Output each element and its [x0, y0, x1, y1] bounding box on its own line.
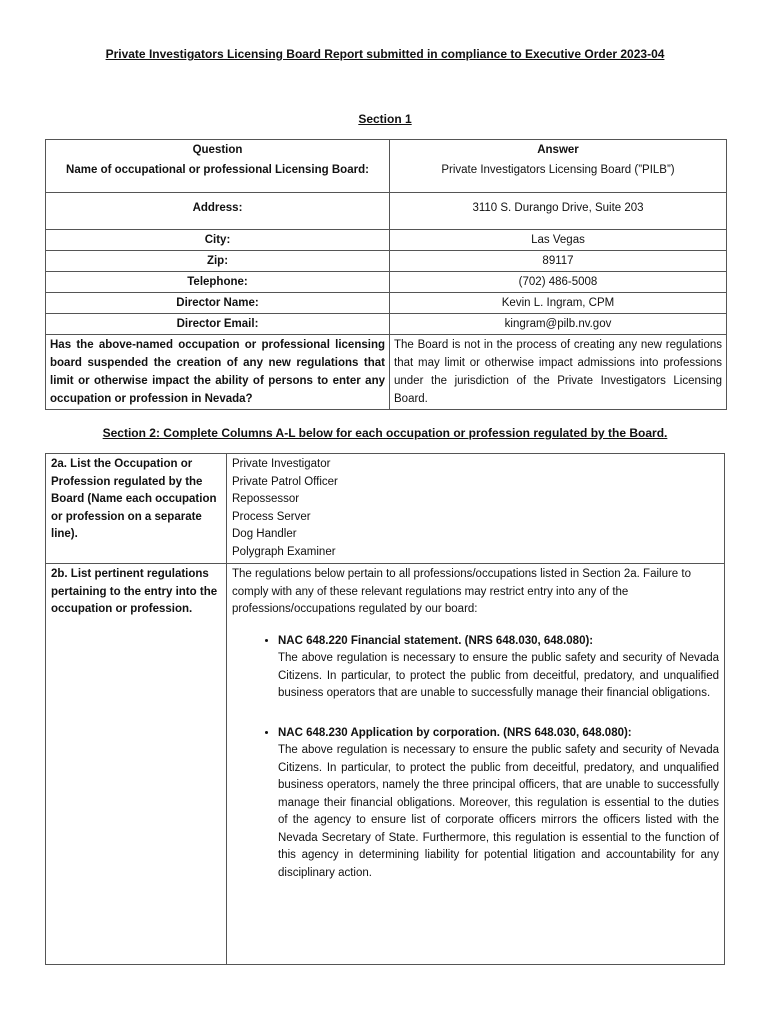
regulation-suspension-answer: The Board is not in the process of creating any new regulations that may limit or otherwise impact admissions into professions under the jurisdiction of the Private Investigators Licensing Board.: [390, 335, 727, 410]
list-item: Private Patrol Officer: [232, 475, 338, 488]
table-row: [46, 454, 725, 564]
list-item: [278, 725, 719, 883]
list-item: Polygraph Examiner: [232, 545, 336, 558]
list-item: [278, 633, 719, 703]
regulation-suspension-question: Has the above-named occupation or professional licensing board suspended the creation of any new regulations that limit or otherwise impact the ability of persons to enter any occupation or profession in Nevada?: [46, 335, 390, 410]
table-row: [46, 160, 727, 193]
regulation-body: The above regulation is necessary to ensure the public safety and security of Nevada Citizens. In particular, to protect the public from deceitful, predatory, and unqualified business operators, namely the three principal officers, that are unable to successfully manage their financial obligations. Moreover, this regulation is essential to the duties of the agency to ensure list of corporate officers mirrors the officers listed with the Nevada Secretary of State. Furthermore, this regulation is essential to the function of this agency in determining liability for potential litigation and accountability for any disciplinary action.: [278, 744, 719, 879]
section2-heading: Section 2: Complete Columns A-L below for each occupation or profession regulated by the Board.: [102, 426, 668, 440]
list-item: Process Server: [232, 510, 311, 523]
city-answer: Las Vegas: [390, 230, 727, 251]
telephone-answer: (702) 486-5008: [390, 272, 727, 293]
question-column-header: Question: [46, 140, 390, 161]
city-question: City:: [46, 230, 390, 251]
occupation-list-label: 2a. List the Occupation or Profession regulated by the Board (Name each occupation or profession on a separate line).: [46, 454, 227, 564]
section1-table: [45, 139, 727, 410]
table-row: [46, 293, 727, 314]
regulations-cell: [227, 564, 725, 965]
table-row: [46, 314, 727, 335]
list-item: Private Investigator: [232, 458, 331, 470]
zip-question: Zip:: [46, 251, 390, 272]
regulation-heading: • NAC 648.220 Financial statement. (NRS 648.030, 648.080):: [278, 634, 594, 647]
regulations-label: 2b. List pertinent regulations pertaining to the entry into the occupation or profession.: [46, 564, 227, 965]
table-row: [46, 335, 727, 410]
address-answer: 3110 S. Durango Drive, Suite 203: [390, 193, 727, 230]
table-row: [46, 272, 727, 293]
section1-heading: Section 1: [358, 112, 412, 126]
table-row: [46, 564, 725, 965]
regulation-heading: • NAC 648.230 Application by corporation. (NRS 648.030, 648.080):: [278, 726, 632, 739]
director-name-answer: Kevin L. Ingram, CPM: [390, 293, 727, 314]
document-title: Private Investigators Licensing Board Report submitted in compliance to Executive Order 2023-04: [105, 47, 665, 61]
board-name-answer: Private Investigators Licensing Board (”PILB”): [390, 160, 727, 193]
section2-table: [45, 453, 725, 965]
director-email-answer: kingram@pilb.nv.gov: [390, 314, 727, 335]
board-name-question: Name of occupational or professional Licensing Board:: [46, 160, 390, 193]
director-email-question: Director Email:: [46, 314, 390, 335]
list-item: Repossessor: [232, 493, 300, 505]
regulations-intro: The regulations below pertain to all professions/occupations listed in Section 2a. Failure to comply with any of these relevant regulations may restrict entry into any of the professions/occupations regulated by our board:: [232, 568, 691, 615]
table-row: [46, 230, 727, 251]
director-name-question: Director Name:: [46, 293, 390, 314]
zip-answer: 89117: [390, 251, 727, 272]
address-question: Address:: [46, 193, 390, 230]
table-row: [46, 193, 727, 230]
telephone-question: Telephone:: [46, 272, 390, 293]
table-row: [46, 251, 727, 272]
regulations-list: [232, 633, 719, 883]
section1-header-row: [46, 140, 727, 161]
occupation-list: [227, 454, 725, 564]
answer-column-header: Answer: [390, 140, 727, 161]
regulation-body: The above regulation is necessary to ensure the public safety and security of Nevada Citizens. In particular, to protect the public from deceitful, predatory, and unqualified business operators that are unable to successfully manage their financial obligations.: [278, 652, 719, 699]
list-item: Dog Handler: [232, 528, 297, 540]
